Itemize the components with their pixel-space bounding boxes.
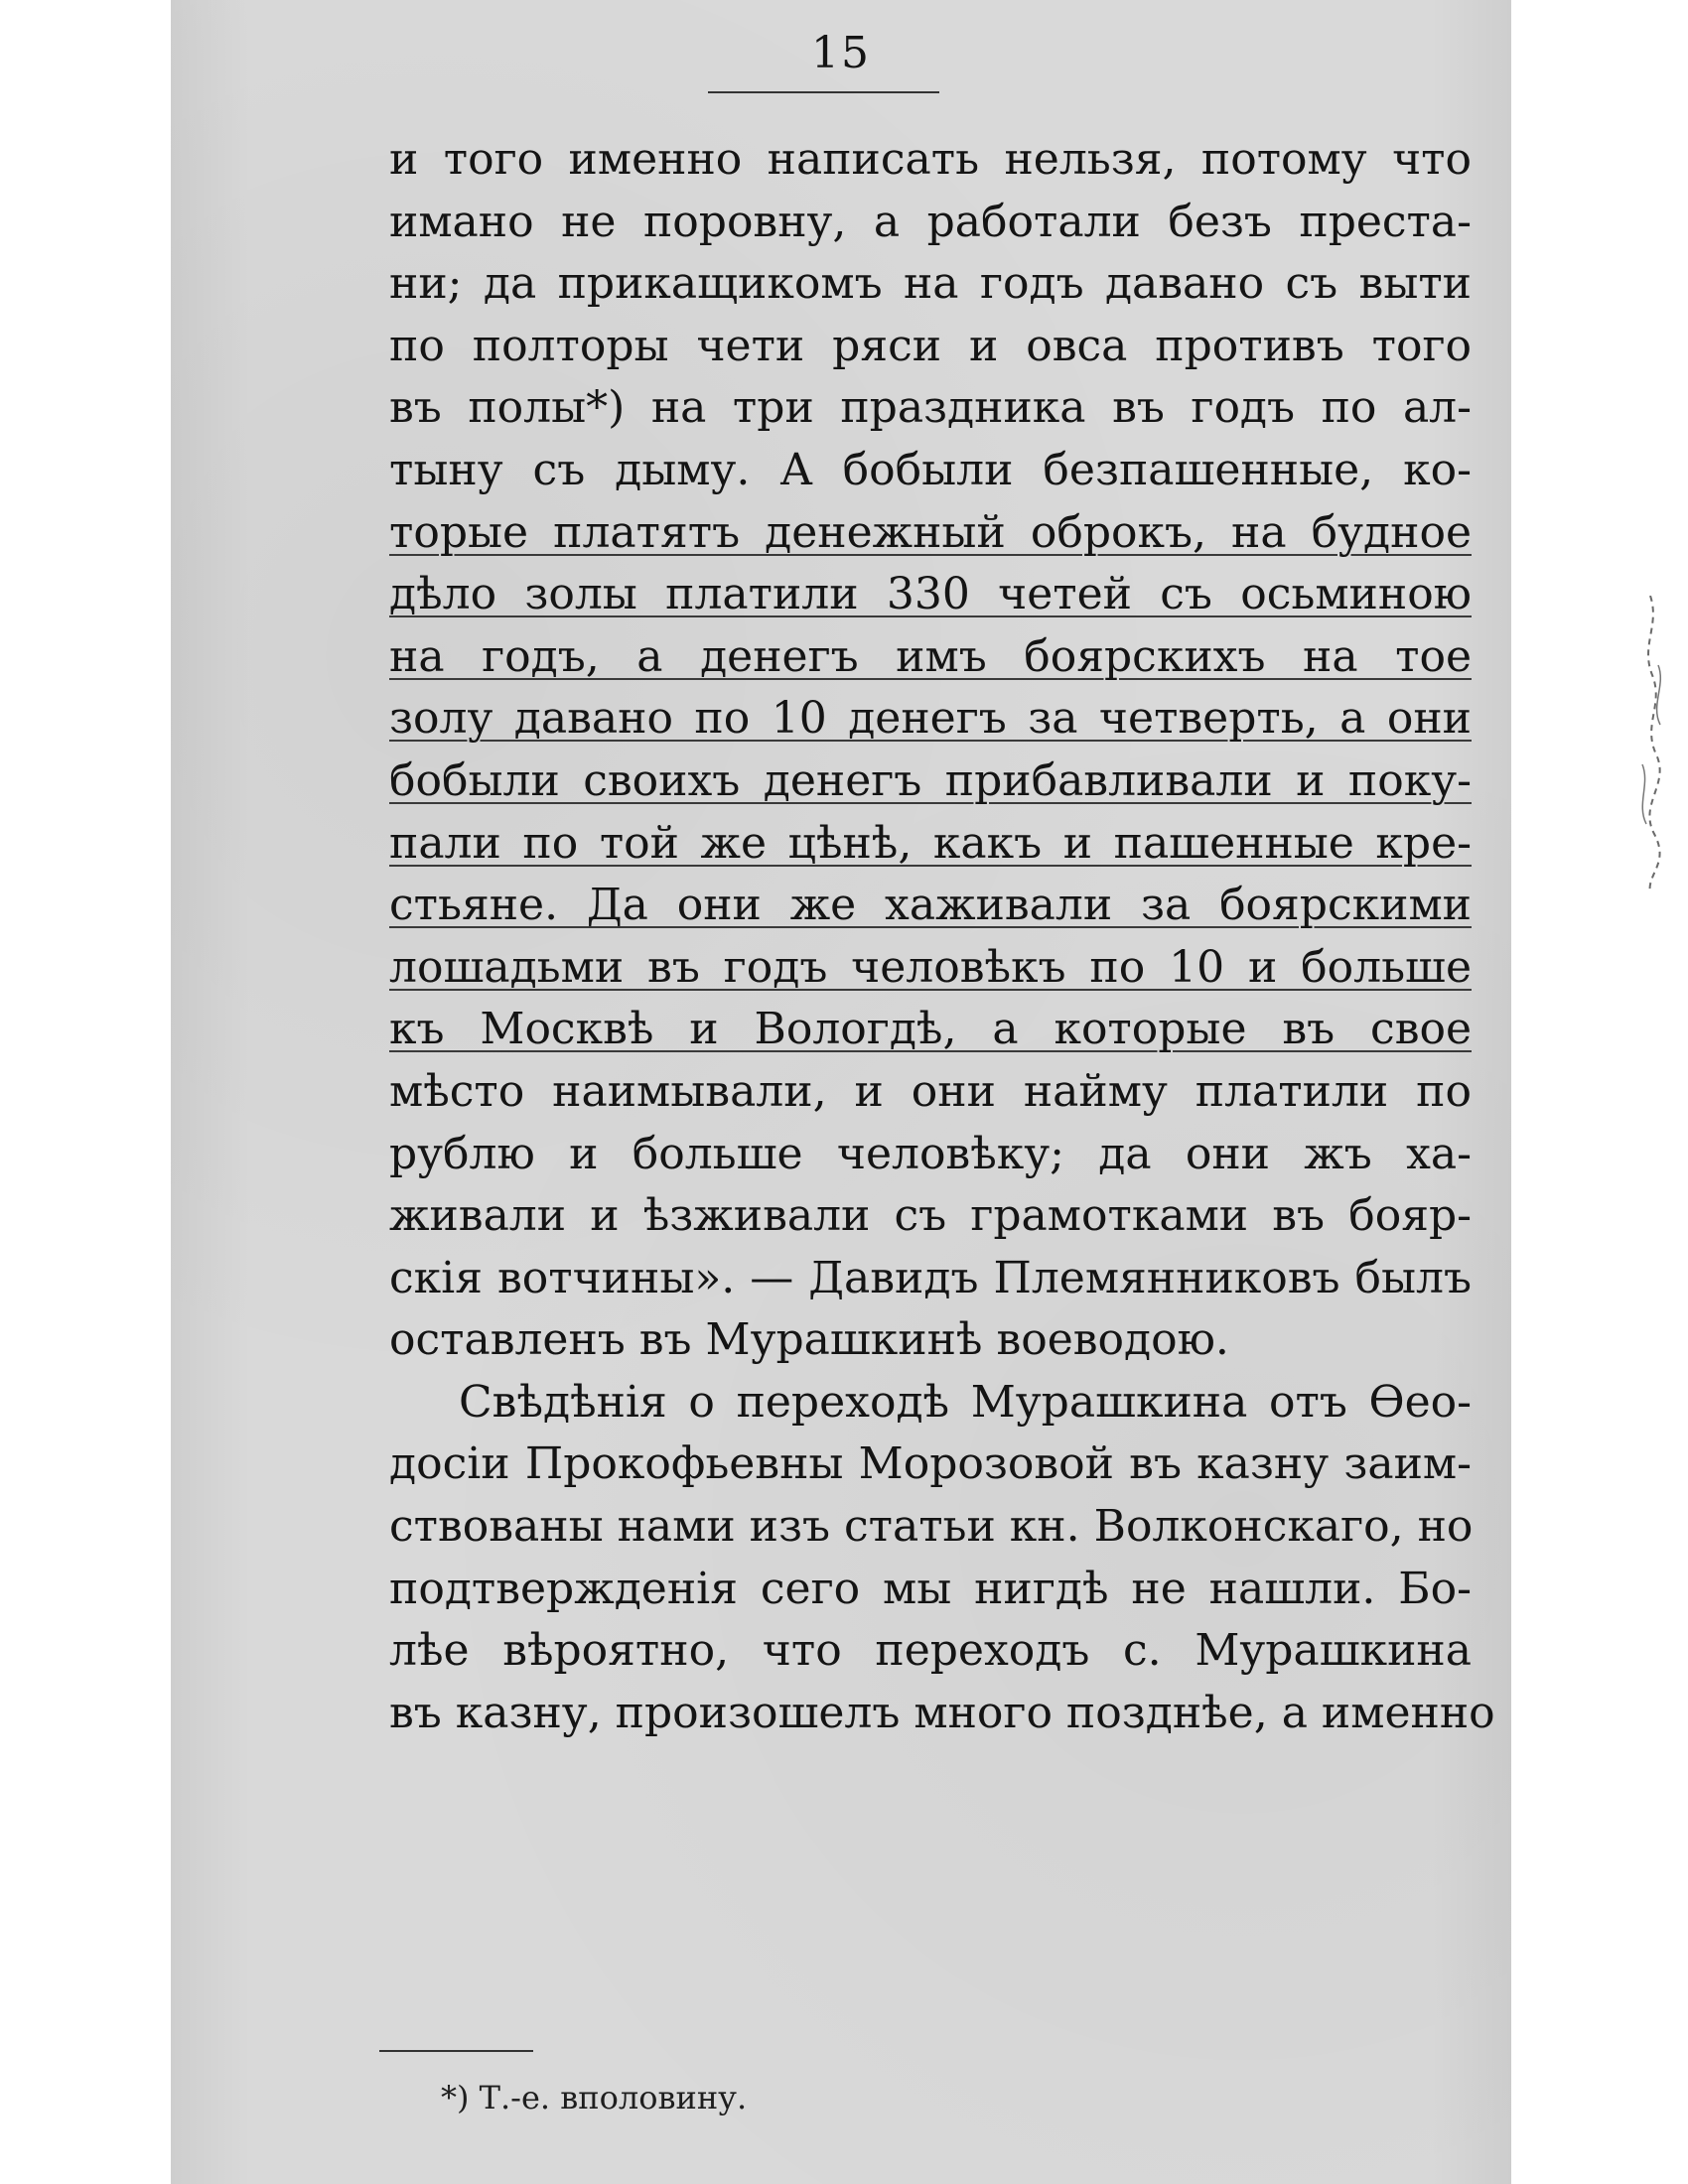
- underlined-text-line: торые платятъ денежный оброкъ, на будное: [389, 506, 1472, 558]
- text-line: живали и ѣзживали съ грамотками въ бояр-: [389, 1190, 1472, 1242]
- text-line: тыну съ дыму. А бобыли безпашенные, ко-: [389, 444, 1472, 495]
- text-line: и того именно написать нельзя, потому что: [389, 134, 1472, 185]
- paragraph-first-line: Свѣдѣнія о переходѣ Мурашкина отъ Ѳео-: [459, 1376, 1472, 1428]
- text-line: въ казну, произошелъ много позднѣе, а именно: [389, 1687, 1495, 1738]
- text-line: мѣсто наимывали, и они найму платили по: [389, 1065, 1472, 1117]
- body-text: [389, 129, 1495, 1744]
- text-line: скія вотчины». — Давидъ Племянниковъ былъ: [389, 1252, 1472, 1303]
- underlined-text-line: золу давано по 10 денегъ за четверть, а они: [389, 693, 1472, 745]
- underlined-text-line: лошадьми въ годъ человѣкъ по 10 и больше: [389, 941, 1472, 993]
- underlined-text-line: на годъ, а денегъ имъ боярскихъ на тое: [389, 630, 1472, 682]
- text-line: ни; да прикащикомъ на годъ давано съ выти: [389, 258, 1472, 310]
- text-line: ствованы нами изъ статьи кн. Волконскаго, но: [389, 1501, 1474, 1553]
- footnote-rule: [379, 2050, 533, 2052]
- text-line: подтвержденія сего мы нигдѣ не нашли. Бо-: [389, 1563, 1472, 1614]
- underlined-text-line: къ Москвѣ и Вологдѣ, а которые въ свое: [389, 1004, 1472, 1055]
- underlined-text-line: бобыли своихъ денегъ прибавливали и поку-: [389, 754, 1472, 806]
- underlined-text-line: дѣло золы платили 330 четей съ осьминою: [389, 569, 1472, 620]
- text-line: въ полы*) на три праздника въ годъ по ал-: [389, 382, 1472, 434]
- underlined-text-line: пали по той же цѣнѣ, какъ и пашенные кре-: [389, 817, 1472, 869]
- underlined-text-line: стьяне. Да они же хаживали за боярскими: [389, 880, 1472, 931]
- page-number-rule: [708, 91, 939, 93]
- text-line: оставленъ въ Мурашкинѣ воеводою.: [389, 1314, 1229, 1366]
- text-line: имано не поровну, а работали безъ преста-: [389, 196, 1472, 247]
- text-line: по полторы чети ряси и овса противъ того: [389, 320, 1472, 371]
- text-line: рублю и больше человѣку; да они жъ ха-: [389, 1128, 1472, 1179]
- text-line: лѣе вѣроятно, что переходъ с. Мурашкина: [389, 1625, 1472, 1677]
- book-page: [171, 0, 1511, 2184]
- handwritten-margin-mark: [1620, 596, 1680, 893]
- page-number: 15: [811, 28, 871, 78]
- footnote: *) Т.-е. вполовину.: [441, 2079, 748, 2116]
- text-line: досіи Прокофьевны Морозовой въ казну заим-: [389, 1438, 1472, 1490]
